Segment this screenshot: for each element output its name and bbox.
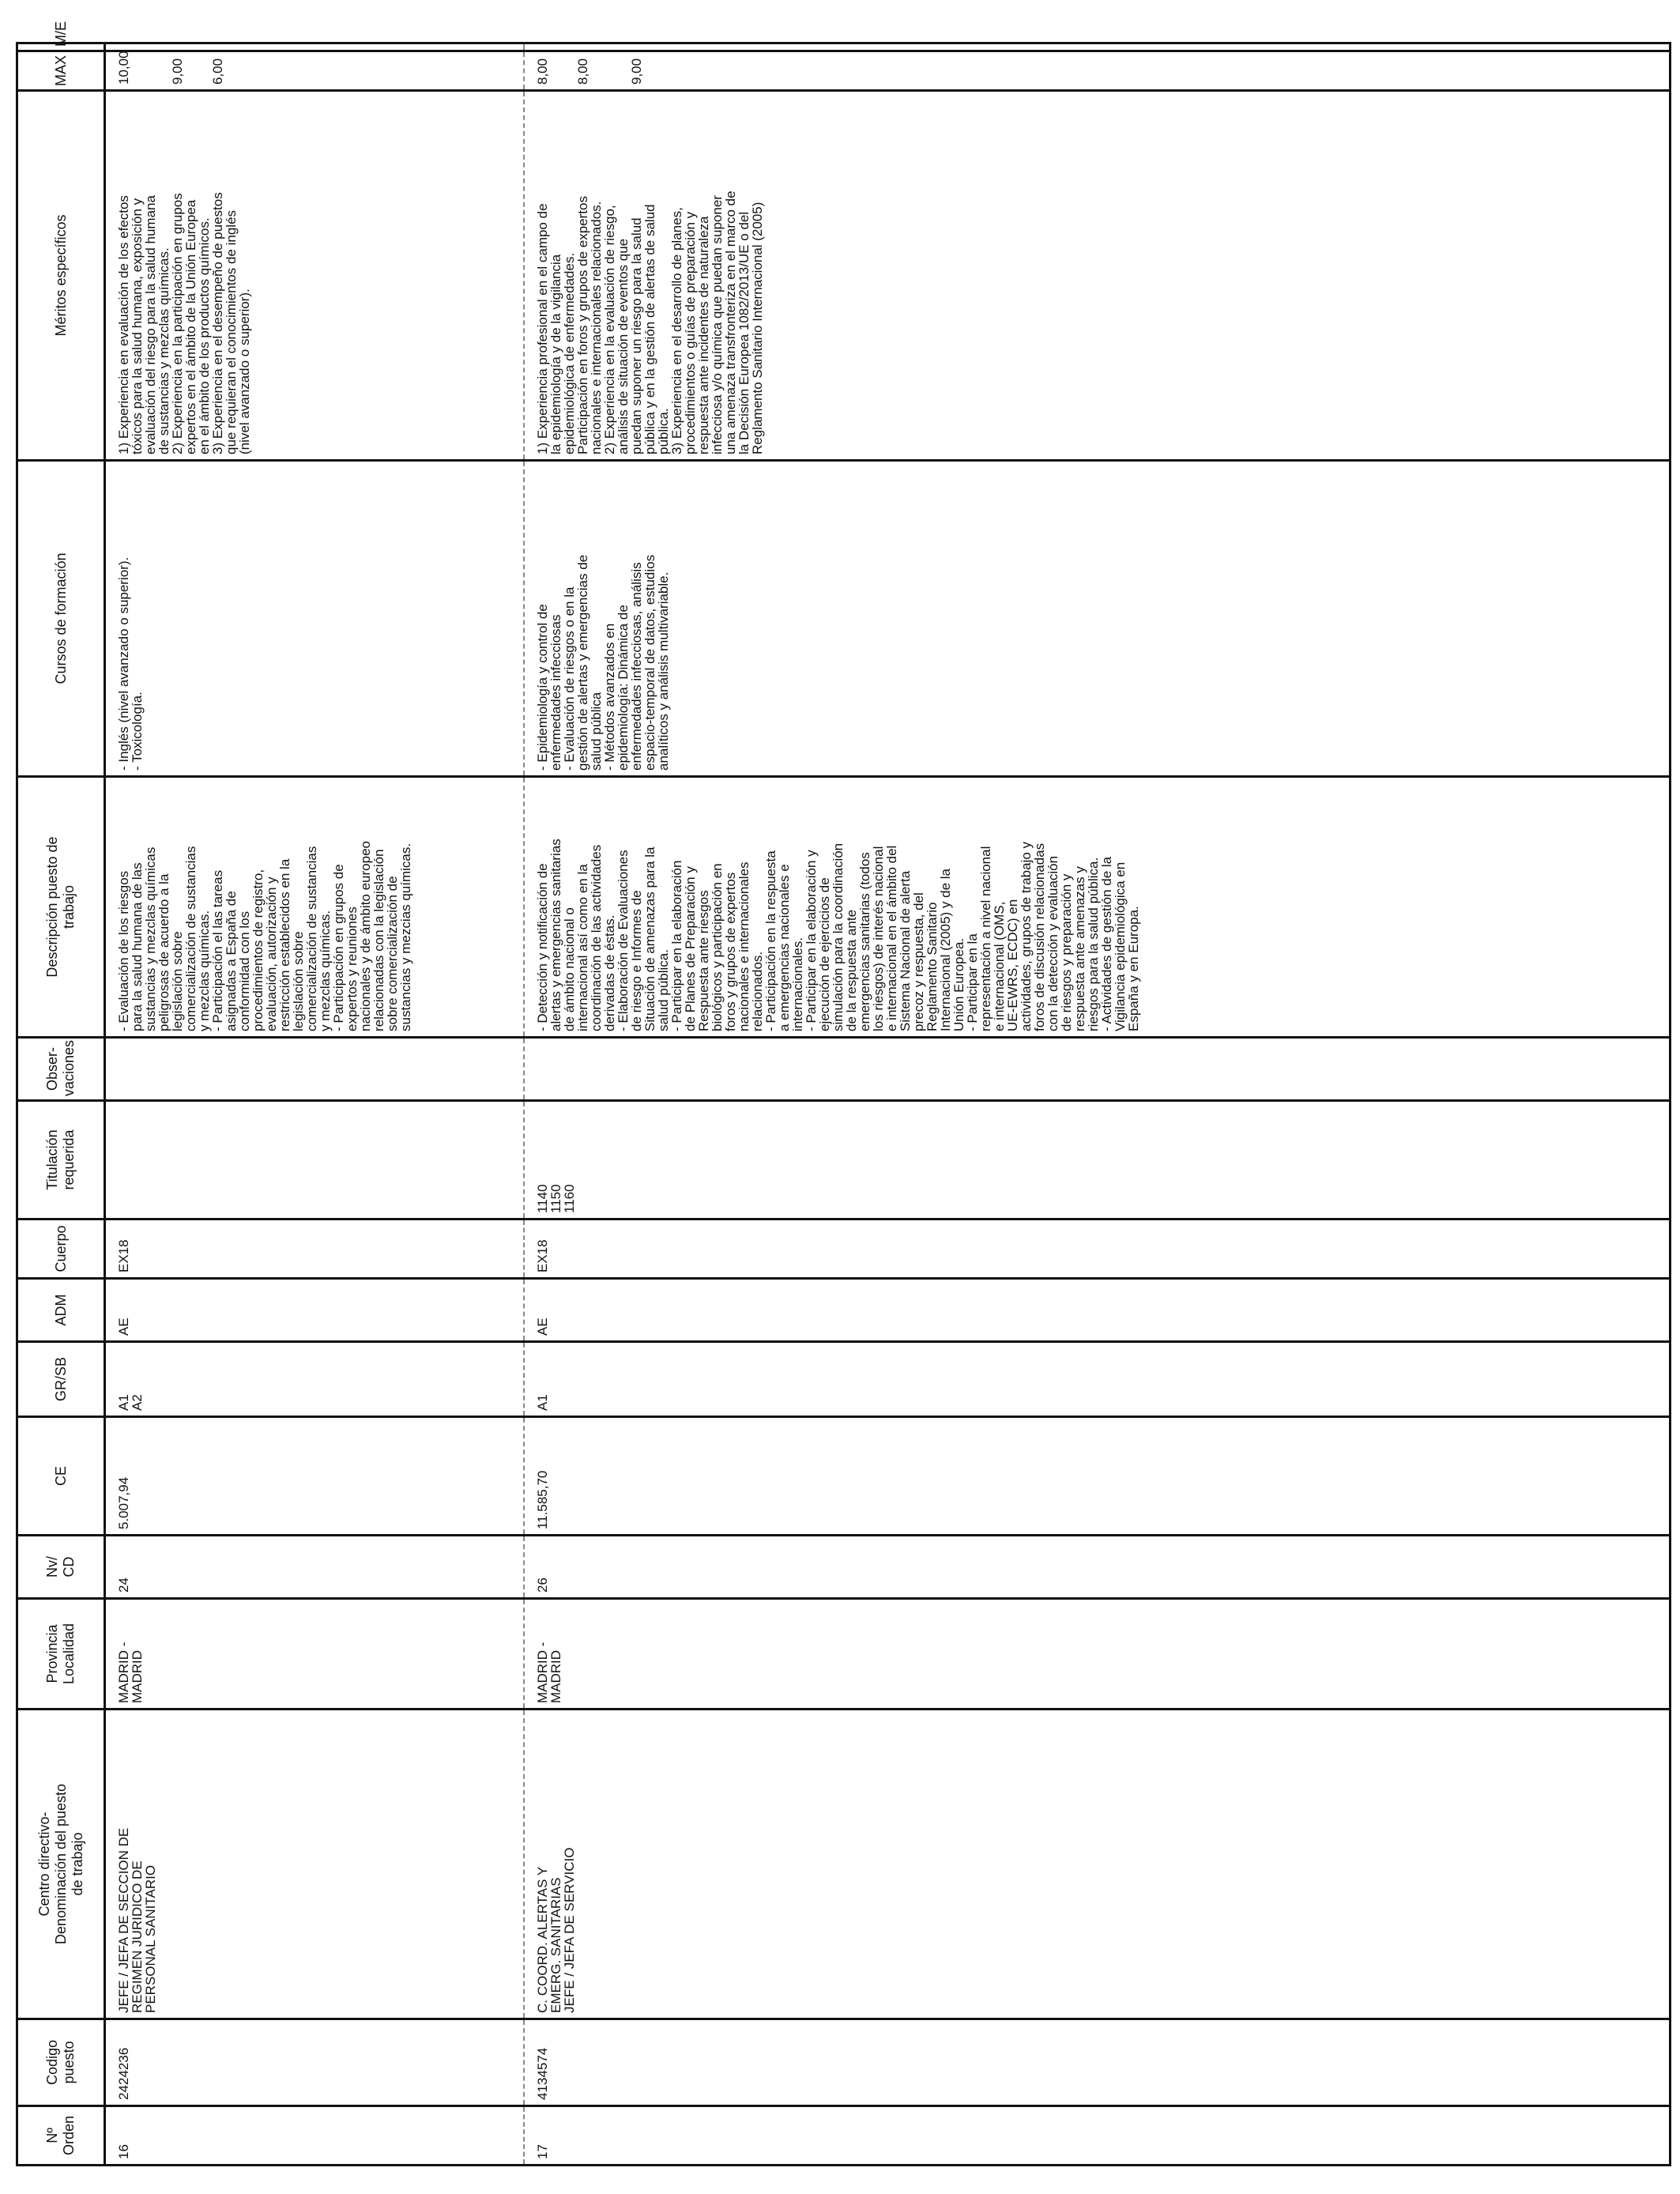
- cell-observaciones: [105, 1038, 525, 1101]
- table-row: [105, 43, 525, 2166]
- cell-provincia: MADRID - MADRID: [524, 1599, 1671, 1710]
- cell-adm: AE: [105, 1279, 525, 1342]
- header-orden: Nº Orden: [17, 2106, 105, 2166]
- cell-ce: 11.585,70: [524, 1417, 1671, 1536]
- cell-observaciones: [524, 1038, 1671, 1101]
- header-me: M/E: [17, 43, 105, 51]
- cell-codigo: 4134574: [524, 2019, 1671, 2106]
- table-row: [524, 43, 1671, 2166]
- cell-me: [105, 43, 525, 51]
- cell-cursos: - Epidemiología y control de enfermedades infecciosas - Evaluación de riesgos o en la gestión de alertas y emergencias de salud pública - Métodos avanzados en epidemiología: Dinámica de enfermedades infecciosas, análisis espacio-temporal de datos, estudios analíticos y análisis multivariable.: [524, 461, 1671, 777]
- header-centro: Centro directivo- Denominación del puesto de trabajo: [17, 1710, 105, 2019]
- header-row: [17, 43, 105, 2166]
- cell-ce: 5.007,94: [105, 1417, 525, 1536]
- header-titulacion: Titulación requerida: [17, 1101, 105, 1220]
- cell-cuerpo: EX18: [524, 1220, 1671, 1279]
- header-nivel: Nv/ CD: [17, 1536, 105, 1599]
- cell-nivel: 24: [105, 1536, 525, 1599]
- cell-orden: 17: [524, 2106, 1671, 2166]
- header-codigo: Codigo puesto: [17, 2019, 105, 2106]
- cell-nivel: 26: [524, 1536, 1671, 1599]
- cell-adm: AE: [524, 1279, 1671, 1342]
- cell-max: 8,00 8,00 9,00: [524, 51, 1671, 91]
- header-observaciones: Obser- vaciones: [17, 1038, 105, 1101]
- cell-titulacion: 1140 1150 1160: [524, 1101, 1671, 1220]
- cell-codigo: 2424236: [105, 2019, 525, 2106]
- cell-me: [524, 43, 1671, 51]
- cell-max: 10,00 9,00 6,00: [105, 51, 525, 91]
- cell-cuerpo: EX18: [105, 1220, 525, 1279]
- cell-cursos: - Inglés (nivel avanzado o superior). - Toxicología.: [105, 461, 525, 777]
- centro-directivo: C. COORD. ALERTAS Y EMERG. SANITARIAS: [535, 1866, 563, 2013]
- cell-meritos: 1) Experiencia en evaluación de los efectos tóxicos para la salud humana, exposición y evaluación del riesgo para la salud humana de sustancias y mezclas químicas. 2) Experiencia en la participación en grupos expertos en el ámbito de la Unión Europea en el ámbito de los productos químicos. 3) Experiencia en el desempeño de puestos que requieran el conocimientos de inglés (nivel avanzado o superior).: [105, 91, 525, 461]
- header-cursos: Cursos de formación: [17, 461, 105, 777]
- cell-descripcion: - Evaluación de los riesgos para la salud humana de las sustancias y mezclas químicas peligrosas de acuerdo a la legislación sobre comercialización de sustancias y mezclas químicas. - Participación el las tareas asignadas a España de conformidad con los procedimientos de registro, evaluación, autorización y restricción establecidos en la legislación sobre comercialización de sustancias y mezclas químicas. - Participación en grupos de expertos y reuniones nacionales y de ámbito europeo relacionadas con la legislación sobre comercialización de sustancias y mezcias químicas.: [105, 777, 525, 1038]
- cell-orden: 16: [105, 2106, 525, 2166]
- header-grupo: GR/SB: [17, 1342, 105, 1417]
- cell-titulacion: [105, 1101, 525, 1220]
- job-positions-table: [16, 21, 1671, 2166]
- header-descripcion: Descripción puesto de trabajo: [17, 777, 105, 1038]
- cell-grupo: A1 A2: [105, 1342, 525, 1417]
- cell-meritos: 1) Experiencia profesional en el campo de la epidemiología y de la vigilancia epidemiológica de enfermedades. Participación en foros y grupos de expertos nacionales e internacionales relacionados. 2) Experiencia en la evaluación de riesgo, análisis de situación de eventos que puedan suponer un riesgo para la salud pública y en la gestión de alertas de salud pública. 3) Experiencia en el desarrollo de planes, procedimientos o guías de preparación y respuesta ante incidentes de naturaleza infecciosa y/o química que puedan suponer una amenaza transfronteriza en el marco de la Decisión Europea 1082/2013/UE o del Reglamento Sanitario Internacional (2005): [524, 91, 1671, 461]
- header-max: MAX: [17, 51, 105, 91]
- cell-provincia: MADRID - MADRID: [105, 1599, 525, 1710]
- header-provincia: Provincia Localidad: [17, 1599, 105, 1710]
- header-meritos: Méritos específicos: [17, 91, 105, 461]
- puesto-denominacion: JEFE / JEFA DE SERVICIO: [562, 1847, 577, 2013]
- cell-centro: [524, 1710, 1671, 2019]
- cell-descripcion: - Detección y notificación de alertas y emergencias sanitarias de ámbito nacional o internacional así como en la coordinación de las actividades derivadas de éstas. - Elaboración de Evaluaciones de riesgo e Informes de Situación de amenazas para la salud pública. - Participar en la elaboración de Planes de Preparación y Respuesta ante riesgos biológicos y participación en foros y grupos de expertos nacionales e internacionales relacionados. - Participación en la respuesta a emergencias nacionales e internacionales. - Participar en la elaboración y ejecución de ejercicios de simulación para la coordinación de la respuesta ante emergencias sanitarias (todos los riesgos) de interés nacional e internacional en el ámbito del Sistema Nacional de alerta precoz y respuesta, del Reglamento Sanitario Internacional (2005) y de la Unión Europea. - Participar en la representación a nivel nacional e internacional (OMS, UE-EWRS, ECDC) en actividades, grupos de trabajo y foros de discusión relacionadas con la detección y evaluación de riesgos y preparación y respuesta ante amenazas y riesgos para la salud pública. - Actividades de gestión de la Vigilancia epidemiológica en España y en Europa.: [524, 777, 1671, 1038]
- header-ce: CE: [17, 1417, 105, 1536]
- header-cuerpo: Cuerpo: [17, 1220, 105, 1279]
- header-adm: ADM: [17, 1279, 105, 1342]
- cell-grupo: A1: [524, 1342, 1671, 1417]
- cell-centro: JEFE / JEFA DE SECCION DE REGIMEN JURIDICO DE PERSONAL SANITARIO: [105, 1710, 525, 2019]
